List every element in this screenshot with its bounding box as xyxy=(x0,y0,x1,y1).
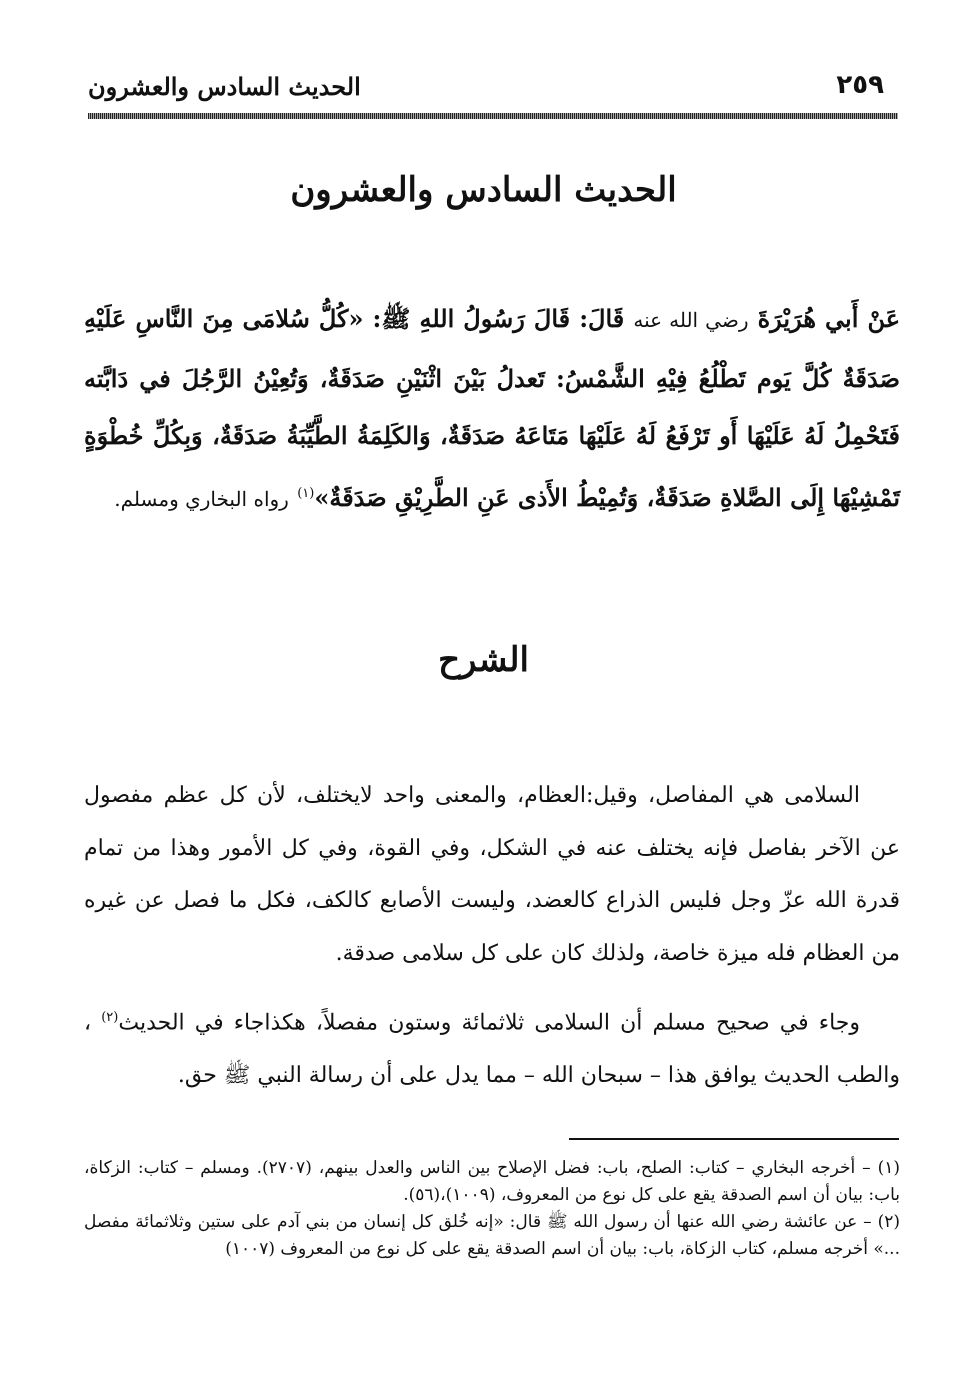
hadith-matn: قَالَ: قَالَ رَسُولُ اللهِ ﷺ: «كُلُّ سُلامَى مِنَ النَّاسِ عَلَيْهِ صَدَقَةٌ كُلَّ يَوم تَطْلُعُ فِيْهِ الشَّمْسُ: تَعدلُ بَيْنَ اثْنَيْنِ صَدَقَةٌ، وَتُعِيْنُ الرَّجُلَ في دَابَّته فَتَحْمِلُ لَهُ عَلَيْهَا أَو تَرْفَعُ لَهُ عَلَيْهَا مَتَاعَهُ صَدَقَةٌ، وَالكَلِمَةُ الطَّيِّبَةُ صَدَقَةٌ، وَبِكُلِّ خُطْوَةٍ تَمْشِيْهَا إِلَى الصَّلاةِ صَدَقَةٌ، وَتُمِيْطُ الأَذى عَنِ الطَّرِيْقِ صَدَقَةٌ» xyxy=(84,304,900,512)
running-title: الحديث السادس والعشرون xyxy=(88,72,361,101)
sharh-title: الشرح xyxy=(438,640,529,680)
sharh-paragraph-2-cont: ، والطب الحديث يوافق هذا – سبحان الله – مما يدل على أن رسالة النبي ﷺ حق. xyxy=(84,1010,900,1088)
footnote-2: (٢) – عن عائشة رضي الله عنها أن رسول الله ﷺ قال: «إنه خُلق كل إنسان من بني آدم على ستين وثلاثمائة مفصل ...» أخرجه مسلم، كتاب الزكاة، باب: بيان أن اسم الصدقة يقع على كل نوع من المعروف (١٠٠٧) xyxy=(84,1212,900,1259)
sharh-body xyxy=(84,770,900,1102)
footnotes xyxy=(84,1155,900,1263)
hadith-narrator-note: رضي الله عنه xyxy=(633,308,749,332)
hadith-opening: عَنْ أَبي هُرَيْرَةَ xyxy=(757,304,901,333)
running-header xyxy=(88,70,884,110)
footnote-1: (١) – أخرجه البخاري – كتاب: الصلح، باب: فضل الإصلاح بين الناس والعدل بينهم، (٢٧٠٧). ومسلم – كتاب: الزكاة، باب: بيان أن اسم الصدقة يقع على كل نوع من المعروف، (١٠٠٩)،(٥٦). xyxy=(84,1158,900,1205)
hadith-text xyxy=(84,290,900,528)
hadith-source: رواه البخاري ومسلم. xyxy=(114,486,289,511)
sharh-paragraph-2-text: وجاء في صحيح مسلم أن السلامى ثلاثمائة وستون مفصلاً، هكذاجاء في الحديث xyxy=(118,1010,860,1036)
footnote-separator xyxy=(569,1138,899,1140)
footnote-ref-1[interactable]: (١) xyxy=(297,485,315,501)
sharh-paragraph-1: السلامى هي المفاصل، وقيل:العظام، والمعنى واحد لايختلف، لأن كل عظم مفصول عن الآخر بفاصل فإنه يختلف عنه في الشكل، وفي القوة، وفي كل الأمور وهذا من تمام قدرة الله عزّ وجل فليس الذراع كالعضد، وليست الأصابع كالكف، فكل ما فصل عن غيره من العظام فله ميزة خاصة، ولذلك كان على كل سلامى صدقة. xyxy=(84,783,900,966)
sharh-paragraph-2 xyxy=(84,992,900,1102)
header-rule xyxy=(88,113,898,119)
hadith-title: الحديث السادس والعشرون xyxy=(290,170,677,210)
page-number: ٢٥٩ xyxy=(836,70,884,100)
footnote-ref-2[interactable]: (٢) xyxy=(101,1010,119,1025)
